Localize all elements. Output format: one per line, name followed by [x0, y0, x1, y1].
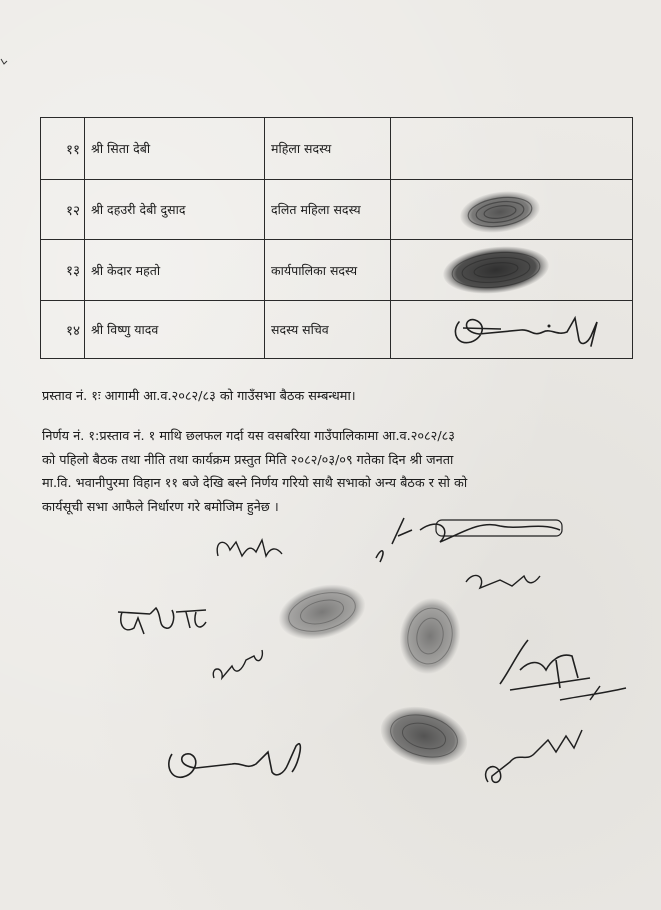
members-table [40, 117, 633, 359]
serial-number: १२ [41, 180, 85, 240]
fingerprint-icon [394, 593, 466, 678]
member-post: कार्यपालिका सदस्य [265, 240, 391, 301]
fingerprint-icon [391, 240, 633, 300]
handwritten-signature [213, 650, 262, 678]
member-post: दलित महिला सदस्य [265, 180, 391, 240]
serial-number: १४ [41, 301, 85, 359]
fingerprint-icon [391, 181, 633, 239]
table-row [41, 301, 633, 359]
serial-number: १३ [41, 240, 85, 301]
fingerprint-icon [273, 576, 371, 648]
member-post: महिला सदस्य [265, 118, 391, 180]
signature-cell [391, 240, 633, 301]
handwritten-signature [500, 640, 590, 690]
member-name: श्री दहउरी देबी दुसाद [85, 180, 265, 240]
fingerprint-icon [375, 698, 474, 774]
handwritten-signature [169, 744, 301, 778]
handwritten-signature [466, 575, 540, 588]
handwritten-signature [486, 686, 626, 782]
decision-line: मा.वि. भवानीपुरमा विहान ११ बजे देखि बस्ने निर्णय गरियो साथै सभाको अन्य बैठक र सो को [42, 476, 468, 491]
signature-cell [391, 301, 633, 359]
handwritten-signature [118, 608, 206, 634]
table-row [41, 180, 633, 240]
signature-cell [391, 180, 633, 240]
signature-cell-empty [391, 118, 633, 180]
decision-line: निर्णय नं. १:प्रस्ताव नं. १ माथि छलफल गर्दा यस वसबरिया गाउँपालिकामा आ.व.२०८२/८३ [42, 429, 455, 444]
decision-line: कार्यसूची सभा आफैले निर्धारण गरे बमोजिम हुनेछ । [42, 499, 279, 515]
decision-line: को पहिलो बैठक तथा नीति तथा कार्यक्रम प्रस्तुत मिति २०८२/०३/०९ गतेका दिन श्री जनता [42, 452, 454, 468]
member-name: श्री विष्णु यादव [85, 301, 265, 359]
member-name: श्री सिता देबी [85, 118, 265, 180]
handwritten-signature [217, 540, 282, 556]
table-row [41, 118, 633, 180]
table-row [41, 240, 633, 301]
handwritten-signature [376, 518, 560, 562]
member-post: सदस्य सचिव [265, 301, 391, 359]
proposal-text: प्रस्ताव नं. १ः आगामी आ.व.२०८२/८३ को गाउँसभा बैठक सम्बन्धमा। [42, 389, 356, 404]
signatures-and-fingerprints [0, 500, 661, 840]
handwritten-signature [391, 302, 633, 358]
stray-ink-mark [0, 58, 8, 66]
serial-number: ११ [41, 118, 85, 180]
member-name: श्री केदार महतो [85, 240, 265, 301]
